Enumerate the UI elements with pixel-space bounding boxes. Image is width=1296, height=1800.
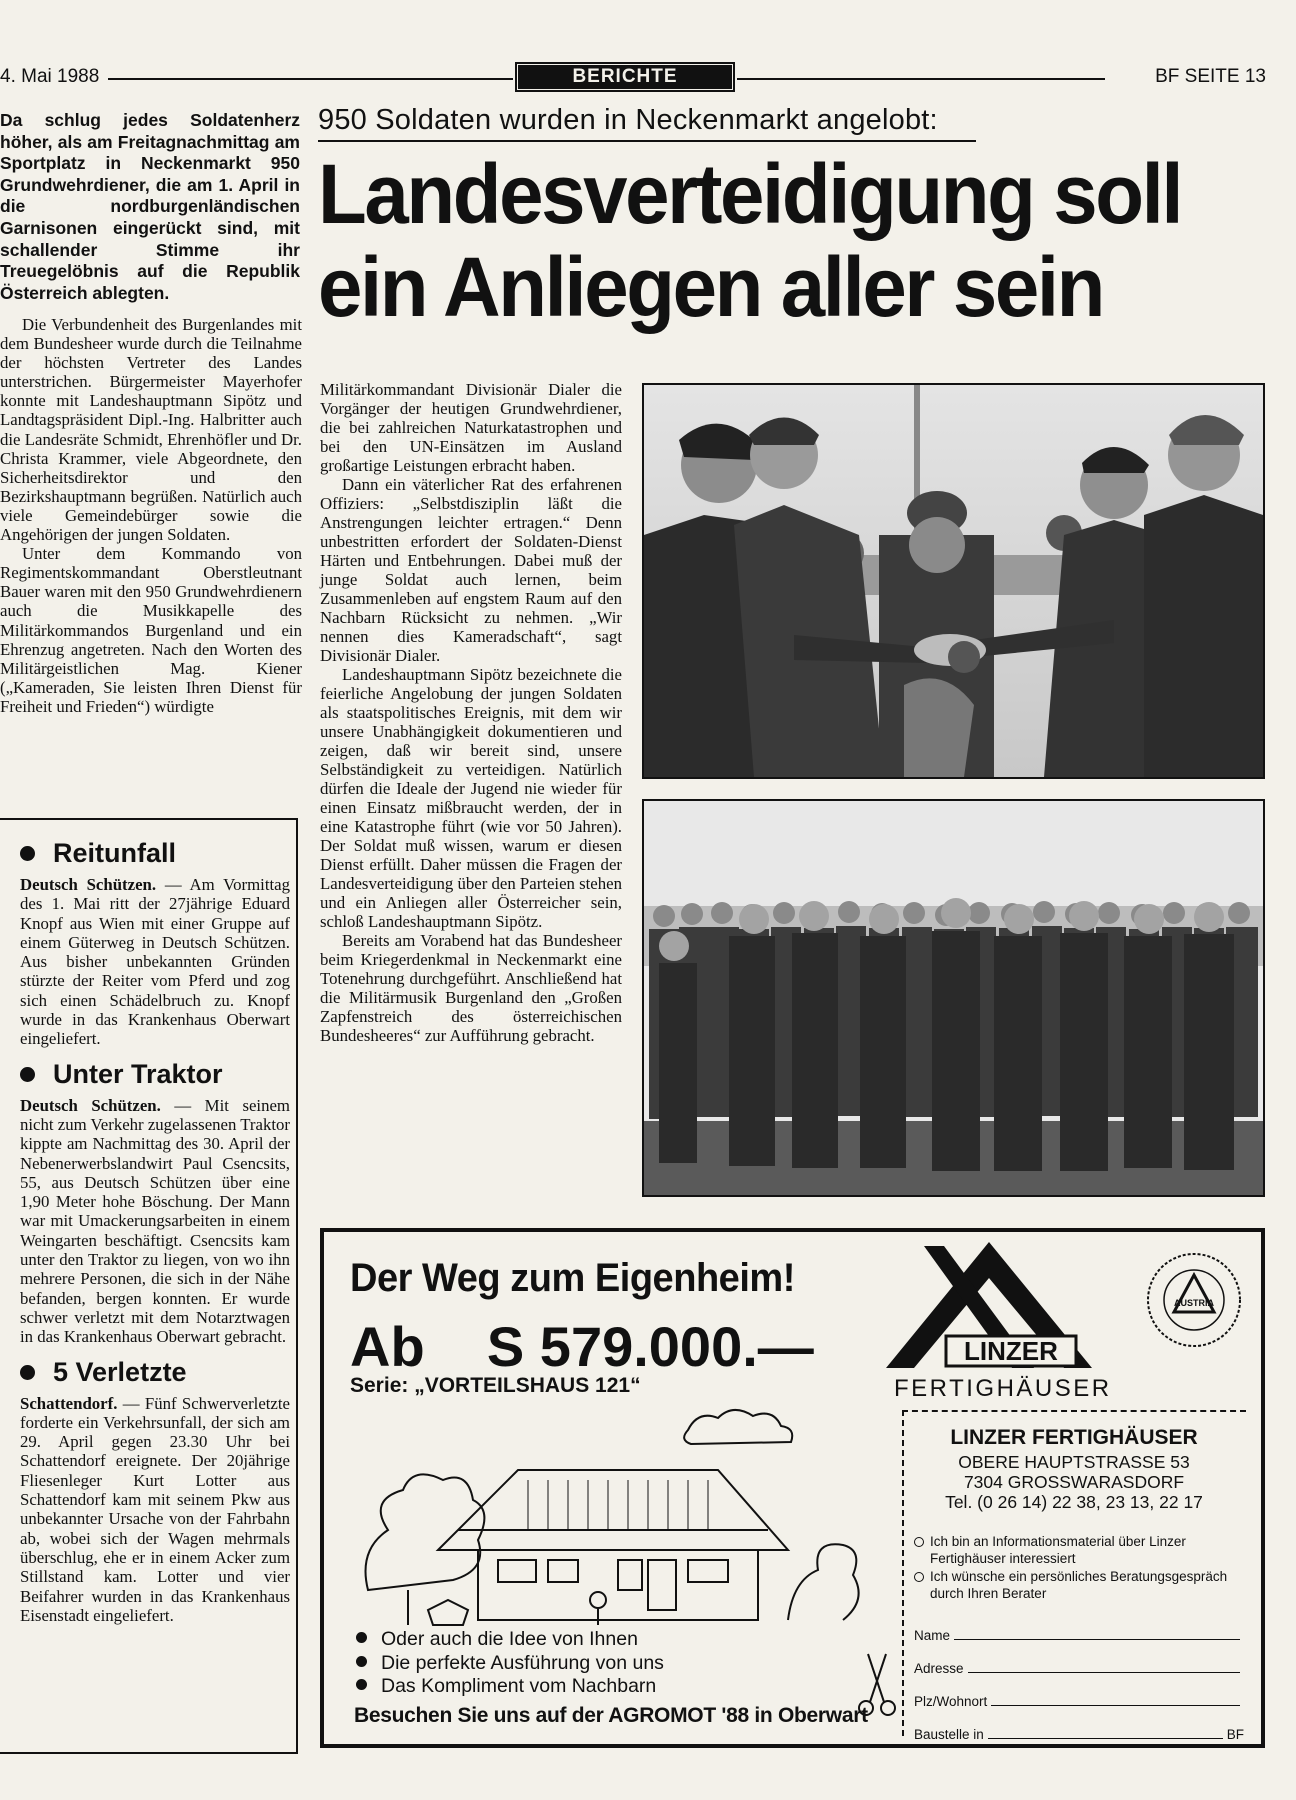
bullet-icon xyxy=(20,1067,35,1082)
article-column-1 xyxy=(0,315,302,716)
checkbox-circle-icon[interactable] xyxy=(914,1572,924,1582)
news-dateline: Deutsch Schützen. xyxy=(20,1095,161,1115)
article-paragraph: Bereits am Vorabend hat das Bundesheer beim Kriegerdenkmal in Neckenmarkt eine Totenehrung durchgeführt. Anschließend hat die Militärmusik Burgenland den „Großen Zapfenstreich des österreichischen Bundesheeres“ zur Aufführung gebracht. xyxy=(320,931,622,1045)
checkbox-circle-icon[interactable] xyxy=(914,1537,924,1547)
coupon-options xyxy=(914,1534,1244,1604)
option-info-material[interactable]: Ich bin an Informationsmaterial über Linzer Fertighäuser interessiert xyxy=(914,1534,1244,1567)
headline-line-1: Landesverteidigung soll xyxy=(318,147,1182,241)
photo-soldiers-formation xyxy=(642,799,1265,1197)
article-paragraph: Die Verbundenheit des Burgenlandes mit dem Bundesheer wurde durch die Teilnahme der höchsten Vertreter des Landes unterstrichen. Bürgermeister Mayerhofer konnte mit Landeshauptmann Sipötz und Landtagspräsident Dipl.-Ing. Halbritter auch die Landesräte Schmidt, Ehrenhöfler und Dr. Christa Krammer, viele Abgeordnete, den Sicherheitsdirektor und den Bezirkshauptmann begrüßen. Natürlich auch viele Gemeindebürger sowie die Angehörigen der jungen Soldaten. xyxy=(0,315,302,545)
news-text: Schattendorf. — Fünf Schwerverletzte forderte ein Verkehrsunfall, der sich am 29. April gegen 23.30 Uhr bei Schattendorf ereignete. Der 20jährige Fliesenleger Kurt Lotter aus Schattendorf kam mit seinem Pkw aus unbekannter Ursache von der Fahrbahn ab, wobei sich der Wagen mehrmals überschlug, ehe er in einem Acker zum Stillstand kam. Lotter und vier Beifahrer wurden in das Krankenhaus Eisenstadt eingeliefert. xyxy=(20,1393,290,1625)
article-paragraph: Dann ein väterlicher Rat des erfahrenen Offiziers: „Selbstdisziplin läßt die Anstrengungen leichter ertragen.“ Denn unbestritten erfordert der Soldaten-Dienst Härten und Entbehrungen. Dabei muß der junge Soldat auch lernen, beim Zusammenleben auf engstem Raum auf den Nachbarn Rücksicht zu nehmen. „Wir nennen dies Kameradschaft“, sagt Divisionär Dialer. xyxy=(320,475,622,665)
kicker-rule xyxy=(318,140,976,142)
news-heading: 5 Verletzte xyxy=(20,1357,290,1388)
company-phone: Tel. (0 26 14) 22 38, 23 13, 22 17 xyxy=(945,1492,1203,1512)
advertisement xyxy=(320,1228,1265,1748)
photo-handshake xyxy=(642,383,1265,779)
city-field[interactable]: Plz/Wohnort xyxy=(914,1676,1244,1709)
option-consultation[interactable]: Ich wünsche ein persönliches Beratungsgespräch durch Ihren Berater xyxy=(914,1569,1244,1602)
article-paragraph: Unter dem Kommando von Regimentskommandant Oberstleutnant Bauer waren mit den 950 Grundwehrdienern auch die Musikkapelle des Militärkommandos Burgenland und ein Ehrenzug angetreten. Nach den Worten des Militärgeistlichen Mag. Kiener („Kameraden, Sie leisten Ihren Dienst für Freiheit und Frieden“) würdigte xyxy=(0,544,302,716)
ad-bullet: Die perfekte Ausführung von uns xyxy=(356,1652,664,1676)
bullet-icon xyxy=(356,1679,367,1690)
company-name: LINZER FERTIGHÄUSER xyxy=(950,1426,1198,1449)
header-rule-left xyxy=(108,78,513,80)
news-text: Deutsch Schützen. — Mit seinem nicht zum Verkehr zugelassenen Traktor kippte am Nachmittag des 30. April der Nebenerwerbslandwirt Paul Csencsits, 55, aus Deutsch Schützen über eine 1,90 Meter hohe Böschung. Der Mann war mit Umackerungsarbeiten in einem Weingarten beschäftigt. Csencsits kam unter den Traktor zu liegen, von wo ihn mehrere Personen, die sich in der Nähe befanden, bergen konnten. Er wurde schwer verletzt mit dem Notarztwagen in das Krankenhaus Oberwart gebracht. xyxy=(20,1095,290,1347)
coupon-fields xyxy=(914,1610,1244,1742)
news-dateline: Schattendorf. xyxy=(20,1393,118,1413)
bullet-icon xyxy=(20,1365,35,1380)
order-coupon xyxy=(902,1410,1246,1742)
article-lead: Da schlug jedes Soldatenherz höher, als am Freitagnachmittag am Sportplatz in Neckenmarkt 950 Grundwehrdiener, die am 1. April in die nordburgenländischen Garnisonen eingerückt sind, mit schallender Stimme ihr Treuegelöbnis auf die Republik Österreich ablegten. xyxy=(0,110,300,303)
article-paragraph: Landeshauptmann Sipötz bezeichnete die feierliche Angelobung der jungen Soldaten als staatspolitisches Ereignis, mit dem wir unsere Unabhängigkeit dokumentieren und zeigen, daß wir bereit sind, unsere Selbständigkeit zu verteidigen. Natürlich dürfen die Ideale der Jugend nie wieder für einen Einsatz mißbraucht werden, der in eine Katastrophe führt (wie vor 50 Jahren). Der Soldat muß wissen, warum er diesen Dienst erfüllt. Daher müssen die Fragen der Landesverteidigung über den Parteien stehen und ein Anliegen aller Österreicher sein, schloß Landeshauptmann Sipötz. xyxy=(320,665,622,931)
article-kicker: 950 Soldaten wurden in Neckenmarkt angelobt: xyxy=(318,104,938,136)
ad-visit-line: Besuchen Sie uns auf der AGROMOT '88 in Oberwart xyxy=(354,1704,868,1727)
svg-text:AUSTRIA: AUSTRIA xyxy=(1174,1298,1214,1308)
news-dateline: Deutsch Schützen. xyxy=(20,875,157,894)
logo-subtitle: FERTIGHÄUSER xyxy=(894,1375,1112,1402)
ad-bullet-list xyxy=(356,1628,664,1699)
header-rule-right xyxy=(737,78,1105,80)
company-street: OBERE HAUPTSTRASSE 53 xyxy=(958,1452,1190,1472)
news-item xyxy=(20,1059,290,1347)
address-field[interactable]: Adresse xyxy=(914,1643,1244,1676)
ad-slogan: Der Weg zum Eigenheim! xyxy=(350,1256,795,1300)
logo-word: LINZER xyxy=(964,1336,1058,1366)
ad-price: Ab S 579.000.— xyxy=(350,1315,814,1378)
article-paragraph: Militärkommandant Divisionär Dialer die Vorgänger der heutigen Grundwehrdiener, die bei zahlreichen Naturkatastrophen und bei den UN-Einsätzen im Ausland großartige Leistungen erbracht haben. xyxy=(320,380,622,475)
ad-bullet: Das Kompliment vom Nachbarn xyxy=(356,1675,664,1699)
ad-bullet: Oder auch die Idee von Ihnen xyxy=(356,1628,664,1652)
scissors-icon xyxy=(856,1650,900,1720)
news-heading: Unter Traktor xyxy=(20,1059,290,1090)
site-field[interactable]: Baustelle in BF xyxy=(914,1727,1244,1742)
news-text: Deutsch Schützen. — Am Vormittag des 1. Mai ritt der 27jährige Eduard Knopf aus Wien mit einer Gruppe auf einem Güterweg in Deutsch Schützen. Aus bisher unbekannten Gründen stürzte der Reiter vom Pferd und zog sich einen Schädelbruch zu. Knopf wurde in das Krankenhaus Oberwart eingeliefert. xyxy=(20,875,290,1049)
issue-date: 4. Mai 1988 xyxy=(0,66,100,87)
news-heading: Reitunfall xyxy=(20,838,290,869)
section-label: BERICHTE xyxy=(515,62,735,92)
short-news-box xyxy=(0,818,298,1754)
linzer-logo xyxy=(884,1240,1094,1376)
name-field[interactable]: Name xyxy=(914,1610,1244,1643)
quality-seal-icon xyxy=(1144,1250,1244,1350)
news-item xyxy=(20,1357,290,1626)
company-city: 7304 GROSSWARASDORF xyxy=(963,1472,1185,1492)
company-address xyxy=(904,1426,1244,1512)
article-headline xyxy=(318,148,1230,334)
page-header xyxy=(0,62,1296,92)
headline-line-2: ein Anliegen aller sein xyxy=(318,240,1104,334)
bullet-icon xyxy=(356,1656,367,1667)
bullet-icon xyxy=(20,846,35,861)
article-column-2 xyxy=(320,380,622,1045)
ad-series: Serie: „VORTEILSHAUS 121“ xyxy=(350,1374,641,1397)
coupon-code: BF xyxy=(1226,1727,1244,1742)
bullet-icon xyxy=(356,1632,367,1643)
house-illustration xyxy=(348,1400,878,1630)
page-number: BF SEITE 13 xyxy=(1155,66,1266,87)
news-item xyxy=(20,838,290,1049)
